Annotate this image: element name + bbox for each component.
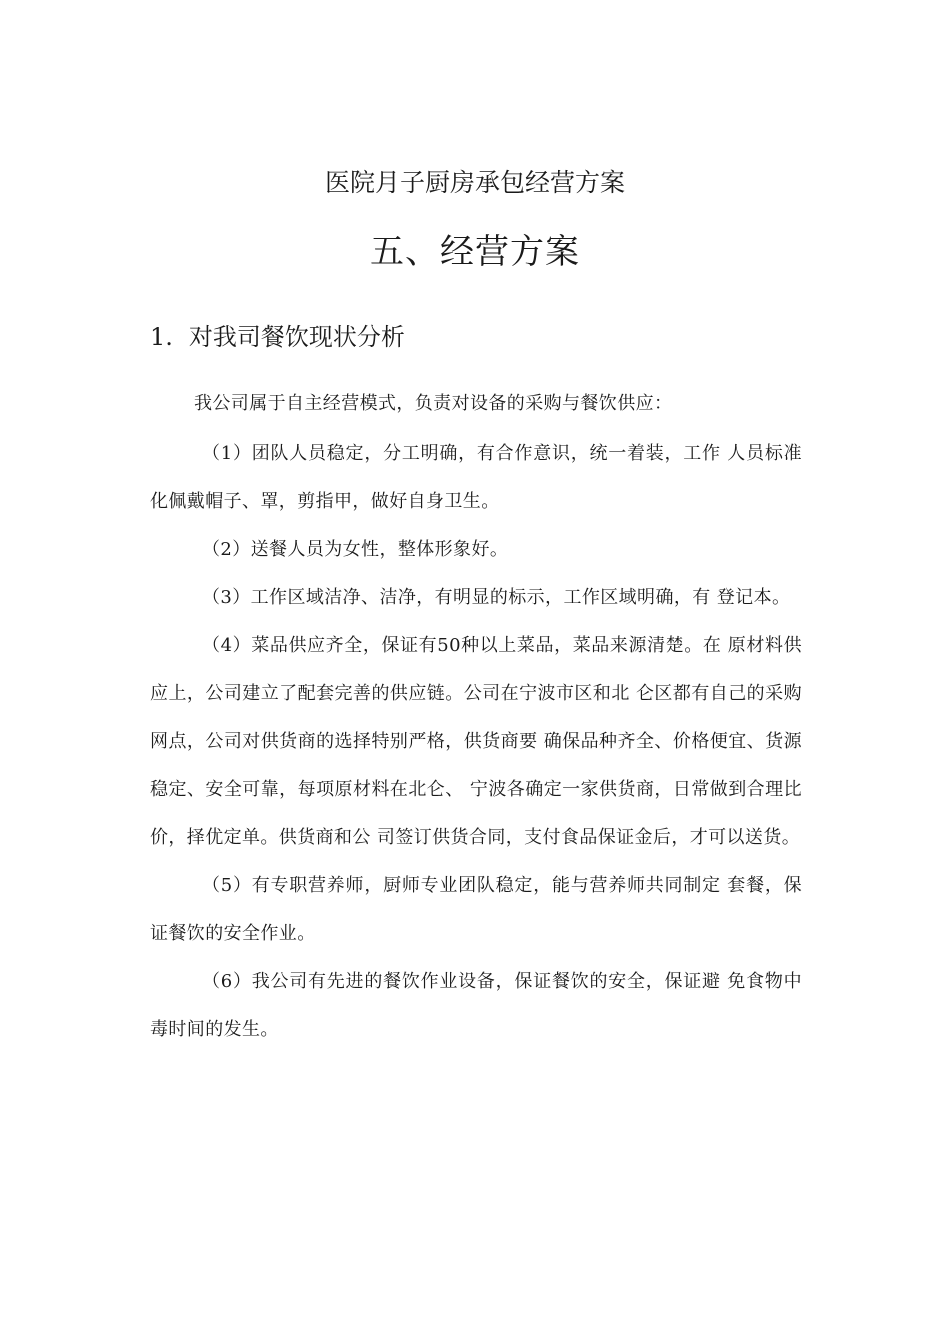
- list-item-5: （5）有专职营养师，厨师专业团队稳定，能与营养师共同制定 套餐，保证餐饮的安全作业。: [150, 875, 802, 944]
- chapter-title: 五、经营方案: [370, 232, 580, 272]
- section-heading: [150, 321, 405, 353]
- list-item-3: （3）工作区域洁净、洁净，有明显的标示，工作区域明确，有 登记本。: [202, 587, 791, 608]
- list-item-1: （1）团队人员稳定，分工明确，有合作意识，统一着装，工作 人员标准化佩戴帽子、罩，剪指甲，做好自身卫生。: [150, 443, 802, 512]
- section-number: 1.: [150, 323, 173, 351]
- list-item-4: （4）菜品供应齐全，保证有50种以上菜品，菜品来源清楚。在 原材料供应上，公司建立了配套完善的供应链。公司在宁波市区和北 仑区都有自己的采购网点，公司对供货商的选择特别严格，供货商要 确保品种齐全、价格便宜、货源稳定、安全可靠，每项原材料在北仑、 宁波各确定一家供货商，日常做到合理比价，择优定单。供货商和公 司签订供货合同，支付食品保证金后，才可以送货。: [150, 635, 802, 848]
- document-title: 医院月子厨房承包经营方案: [324, 168, 625, 197]
- list-item-2: （2）送餐人员为女性，整体形象好。: [202, 539, 509, 560]
- document-body: [150, 380, 802, 1054]
- section-heading-text: 对我司餐饮现状分析: [188, 323, 405, 351]
- intro-paragraph: 我公司属于自主经营模式，负责对设备的采购与餐饮供应：: [194, 393, 673, 414]
- list-item-6: （6）我公司有先进的餐饮作业设备，保证餐饮的安全，保证避 免食物中毒时间的发生。: [150, 971, 802, 1040]
